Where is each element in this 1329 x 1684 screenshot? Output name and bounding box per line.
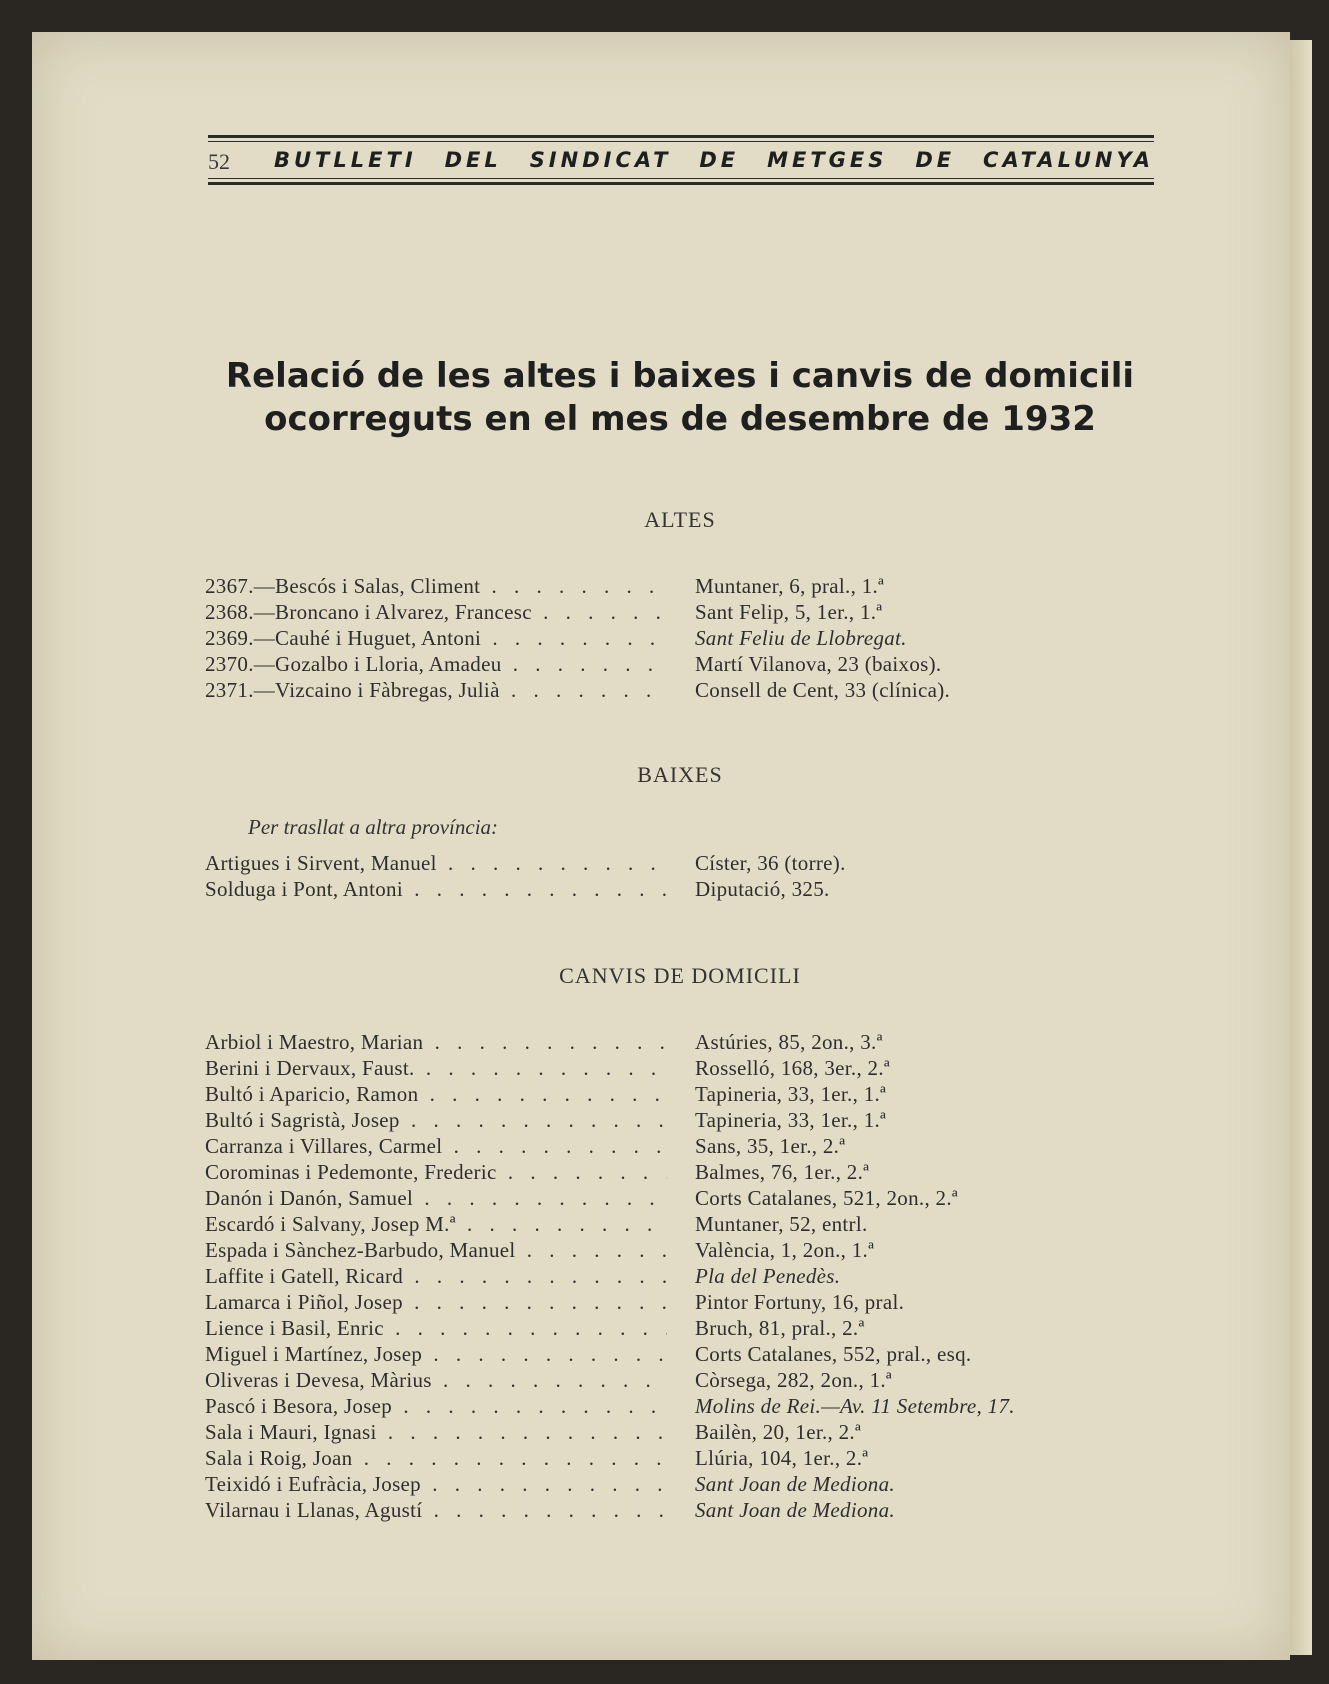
member-address: Tapineria, 33, 1er., 1.ª (695, 1082, 887, 1106)
member-address: Llúria, 104, 1er., 2.ª (695, 1446, 869, 1470)
member-address: Còrsega, 282, 2on., 1.ª (695, 1368, 893, 1392)
member-name: Lamarca i Piñol, Josep . . . (205, 1289, 667, 1315)
subsection-heading: Per trasllat a altra província: (248, 815, 499, 839)
member-address: Sant Joan de Mediona. (695, 1498, 895, 1522)
journal-word: METGES (767, 148, 888, 172)
member-address: Muntaner, 6, pral., 1.ª (695, 574, 885, 598)
member-name: Teixidó i Eufràcia, Josep . . . (205, 1471, 667, 1497)
member-name: 2370.—Gozalbo i Lloria, Amadeu . . . (205, 651, 667, 677)
member-address: Muntaner, 52, entrl. (695, 1212, 868, 1236)
list-item (205, 1029, 1105, 1055)
member-name: Carranza i Villares, Carmel . . . (205, 1133, 667, 1159)
journal-word: SINDICAT (529, 148, 672, 172)
member-address: Sant Feliu de Llobregat. (695, 626, 907, 650)
member-name: 2367.—Bescós i Salas, Climent . . . (205, 573, 667, 599)
section-heading-altes: ALTES (644, 507, 716, 532)
member-name: Danón i Danón, Samuel . . . (205, 1185, 667, 1211)
member-name: Sala i Roig, Joan . . . (205, 1445, 667, 1471)
member-name: Sala i Mauri, Ignasi . . . (205, 1419, 667, 1445)
title-line-2: ocorreguts en el mes de desembre de 1932 (264, 399, 1096, 439)
journal-word: DEL (444, 148, 502, 172)
member-address: Molins de Rei.—Av. 11 Setembre, 17. (695, 1394, 1015, 1418)
page-number: 52 (208, 149, 230, 174)
member-name: Solduga i Pont, Antoni . . . (205, 876, 667, 902)
member-address: Martí Vilanova, 23 (baixos). (695, 652, 942, 676)
journal-word: BUTLLETI (274, 148, 417, 172)
member-name: Lience i Basil, Enric . . . (205, 1315, 667, 1341)
list-item (205, 625, 1105, 651)
list-item (205, 850, 1105, 876)
list-item (205, 1159, 1105, 1185)
member-name: Espada i Sànchez-Barbudo, Manuel . . . (205, 1237, 667, 1263)
member-name: Bultó i Sagristà, Josep . . . (205, 1107, 667, 1133)
member-address: Bailèn, 20, 1er., 2.ª (695, 1420, 862, 1444)
journal-word: DE (915, 148, 956, 172)
member-name: 2369.—Cauhé i Huguet, Antoni . . . (205, 625, 667, 651)
member-name: Arbiol i Maestro, Marian . . . (205, 1029, 667, 1055)
header-rule (208, 135, 1154, 138)
member-name: Pascó i Besora, Josep . . . (205, 1393, 667, 1419)
member-name: Laffite i Gatell, Ricard . . . (205, 1263, 667, 1289)
member-name: Berini i Dervaux, Faust. . . . (205, 1055, 667, 1081)
list-item (205, 651, 1105, 677)
journal-word: DE (699, 148, 740, 172)
running-header (208, 130, 1154, 188)
member-name: 2371.—Vizcaino i Fàbregas, Julià . . . (205, 677, 667, 703)
list-item (205, 573, 1105, 599)
member-address: Bruch, 81, pral., 2.ª (695, 1316, 865, 1340)
list-item (205, 1419, 1105, 1445)
list-item (205, 1133, 1105, 1159)
journal-word: CATALUNYA (983, 148, 1154, 172)
list-item (205, 1393, 1105, 1419)
member-address: Consell de Cent, 33 (clínica). (695, 678, 951, 702)
list-item (205, 1289, 1105, 1315)
member-address: Císter, 36 (torre). (695, 851, 846, 875)
member-address: Sans, 35, 1er., 2.ª (695, 1134, 846, 1158)
member-name: Artigues i Sirvent, Manuel . . . (205, 850, 667, 876)
header-rule (208, 178, 1154, 179)
list-item (205, 599, 1105, 625)
list-item (205, 1211, 1105, 1237)
list-item (205, 1081, 1105, 1107)
member-address: Corts Catalanes, 552, pral., esq. (695, 1342, 972, 1366)
title-line-1: Relació de les altes i baixes i canvis de domicili (225, 356, 1135, 396)
list-item (205, 1367, 1105, 1393)
member-address: Diputació, 325. (695, 877, 830, 901)
member-address: Sant Felip, 5, 1er., 1.ª (695, 600, 883, 624)
list-item (205, 1107, 1105, 1133)
list-item (205, 1471, 1105, 1497)
header-rule (208, 182, 1154, 185)
member-name: Miguel i Martínez, Josep . . . (205, 1341, 667, 1367)
member-name: Oliveras i Devesa, Màrius . . . (205, 1367, 667, 1393)
member-address: Pla del Penedès. (695, 1264, 841, 1288)
member-address: Pintor Fortuny, 16, pral. (695, 1290, 905, 1314)
member-name: Vilarnau i Llanas, Agustí . . . (205, 1497, 667, 1523)
list-item (205, 876, 1105, 902)
member-name: Bultó i Aparicio, Ramon . . . (205, 1081, 667, 1107)
member-name: Corominas i Pedemonte, Frederic . . . (205, 1159, 667, 1185)
member-name: 2368.—Broncano i Alvarez, Francesc . . . (205, 599, 667, 625)
member-address: Tapineria, 33, 1er., 1.ª (695, 1108, 887, 1132)
list-item (205, 1341, 1105, 1367)
member-address: Balmes, 76, 1er., 2.ª (695, 1160, 870, 1184)
page-edge (1290, 40, 1312, 1655)
section-heading-canvis: CANVIS DE DOMICILI (559, 963, 801, 988)
member-name: Escardó i Salvany, Josep M.ª . . . (205, 1211, 667, 1237)
header-rule (208, 141, 1154, 142)
list-item (205, 1237, 1105, 1263)
list-item (205, 1315, 1105, 1341)
list-item (205, 677, 1105, 703)
page-title (150, 355, 1210, 441)
list-item (205, 1055, 1105, 1081)
member-address: València, 1, 2on., 1.ª (695, 1238, 875, 1262)
list-item (205, 1445, 1105, 1471)
section-heading-baixes: BAIXES (637, 762, 723, 787)
journal-title (274, 148, 1154, 172)
member-address: Sant Joan de Mediona. (695, 1472, 895, 1496)
member-address: Astúries, 85, 2on., 3.ª (695, 1030, 883, 1054)
list-item (205, 1185, 1105, 1211)
list-item (205, 1263, 1105, 1289)
member-address: Corts Catalanes, 521, 2on., 2.ª (695, 1186, 958, 1210)
member-address: Rosselló, 168, 3er., 2.ª (695, 1056, 890, 1080)
list-item (205, 1497, 1105, 1523)
